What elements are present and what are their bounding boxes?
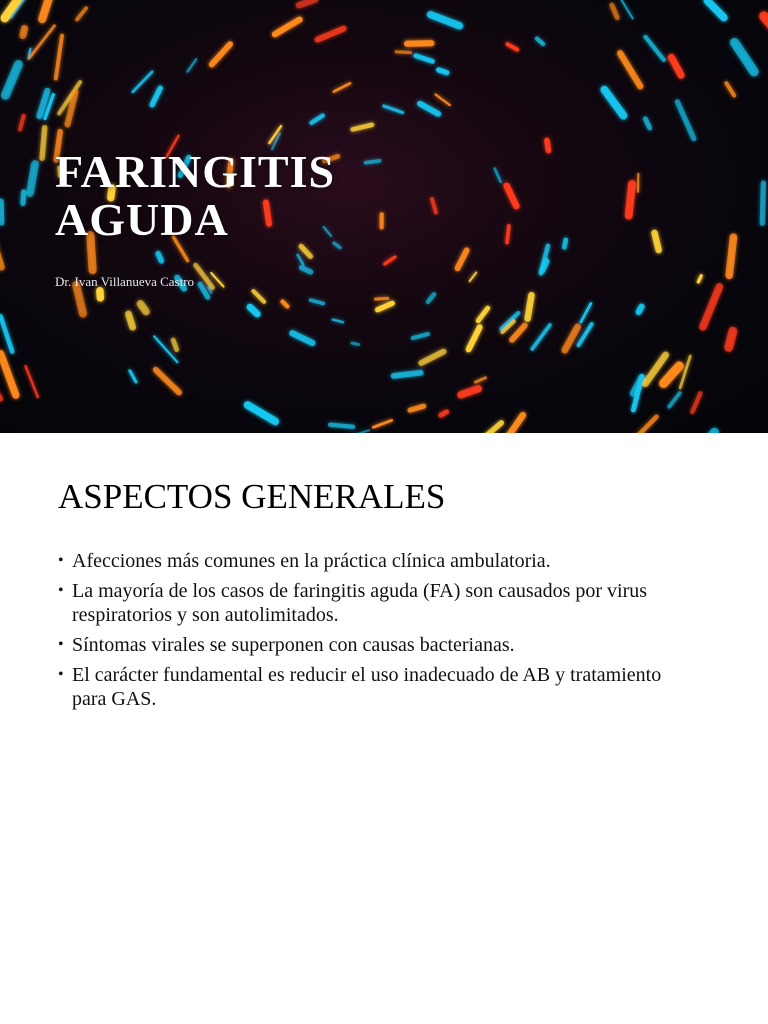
light-streak (298, 255, 304, 265)
light-streak (413, 334, 428, 338)
light-streak (212, 44, 230, 64)
light-streak (56, 36, 62, 79)
light-streak (475, 378, 485, 382)
light-streak (275, 20, 300, 35)
light-streak (352, 343, 359, 345)
light-streak (620, 53, 640, 86)
author-name: Dr. Ivan Villanueva Castro (55, 274, 195, 289)
light-streak (158, 254, 161, 261)
light-streak (173, 340, 177, 350)
light-streak (671, 57, 681, 75)
light-streak (495, 169, 501, 182)
light-streak (20, 116, 24, 129)
bullet-text: Síntomas virales se superponen con causas bacterianas. (72, 634, 515, 656)
light-streak (669, 393, 680, 407)
light-streak (629, 184, 632, 216)
light-streak (312, 116, 323, 123)
light-streak (547, 140, 549, 150)
light-streak (30, 164, 35, 193)
light-streak (639, 307, 642, 313)
light-streak (1, 354, 16, 396)
light-streak (420, 104, 438, 114)
title-slide (0, 0, 768, 433)
light-streak (140, 304, 146, 312)
light-streak (200, 284, 208, 297)
light-streak (292, 333, 312, 343)
light-streak (42, 128, 45, 159)
light-streak (373, 420, 391, 427)
light-streak (537, 39, 543, 45)
light-streak (416, 56, 433, 62)
light-streak (677, 102, 693, 139)
light-streak (0, 233, 1, 267)
light-streak (478, 308, 488, 321)
light-streak (129, 314, 133, 327)
light-streak (634, 417, 657, 433)
light-streak (130, 371, 136, 382)
light-streak (5, 0, 34, 18)
title-line-1: FARINGITIS (55, 146, 336, 197)
light-streak (707, 1, 724, 18)
light-streak (333, 320, 343, 323)
bullet-item (58, 549, 698, 573)
light-streak (1, 316, 13, 351)
bullet-icon: • (58, 666, 64, 683)
light-streak (692, 393, 700, 412)
light-streak (318, 29, 344, 40)
light-streak (506, 415, 523, 433)
light-streak (726, 83, 734, 96)
light-streak (283, 302, 288, 307)
light-streak (428, 294, 434, 302)
content-slide (0, 433, 768, 1024)
light-streak (565, 327, 578, 350)
light-streak (23, 28, 25, 35)
bullet-item (58, 633, 698, 657)
light-streak (612, 5, 617, 18)
light-streak (5, 65, 18, 96)
light-streak (664, 366, 680, 383)
bullet-item (58, 579, 698, 627)
light-streak (508, 44, 518, 50)
light-streak (436, 95, 450, 106)
light-streak (378, 303, 393, 310)
light-streak (441, 412, 447, 415)
light-streak (622, 0, 633, 18)
light-streak (439, 70, 447, 73)
bullet-text: La mayoría de los casos de faringitis aguda (FA) son causados por virus respiratorios y son autolimitados. (72, 580, 648, 626)
bullet-item (58, 663, 698, 711)
light-streak (311, 300, 324, 303)
light-streak (480, 423, 502, 433)
light-streak (458, 250, 467, 268)
bullet-text: El carácter fundamental es reducir el uso inadecuado de AB y tratamiento para GAS. (72, 664, 662, 710)
light-streak (330, 425, 353, 427)
bullet-icon: • (58, 552, 64, 569)
light-streak (152, 88, 160, 105)
light-streak (42, 0, 52, 19)
light-streak (301, 246, 310, 256)
section-heading: ASPECTOS GENERALES (58, 477, 446, 516)
light-streak (532, 325, 550, 349)
light-streak (376, 298, 388, 299)
bullet-text: Afecciones más comunes en la práctica clínica ambulatoria. (72, 550, 551, 572)
light-streak (680, 356, 690, 388)
light-streak (507, 186, 517, 206)
light-streak (470, 273, 477, 282)
light-streak (250, 307, 257, 314)
light-streak (187, 59, 196, 71)
light-streak (645, 119, 649, 128)
light-streak (299, 0, 316, 5)
light-streak (735, 43, 754, 72)
title-line-2: AGUDA (55, 194, 229, 245)
light-streak (512, 326, 525, 340)
light-streak (396, 52, 410, 53)
light-streak (507, 226, 509, 243)
light-streak (703, 287, 720, 327)
light-streak (528, 295, 532, 318)
light-streak (604, 90, 623, 116)
light-streak (133, 72, 152, 92)
light-streak (26, 366, 38, 397)
light-streak (421, 352, 443, 363)
light-streak (581, 303, 591, 322)
light-streak (461, 389, 478, 395)
light-streak (564, 240, 566, 248)
bullet-icon: • (58, 582, 64, 599)
bullet-icon: • (58, 636, 64, 653)
light-streak (431, 15, 460, 26)
light-streak (384, 106, 403, 113)
light-streak (394, 373, 421, 376)
light-streak (156, 370, 179, 393)
light-streak (762, 183, 763, 223)
light-streak (30, 26, 55, 58)
light-streak (469, 327, 480, 349)
light-streak (655, 233, 659, 250)
light-streak (729, 331, 733, 347)
light-streak (334, 83, 350, 91)
light-streak (248, 405, 276, 421)
light-streak (77, 8, 86, 20)
light-streak (253, 291, 264, 302)
light-streak (729, 237, 733, 275)
light-streak (353, 125, 372, 130)
light-streak (645, 37, 663, 60)
light-streak (301, 268, 310, 272)
presentation-title (55, 148, 475, 244)
light-streak (410, 406, 424, 410)
light-streak (407, 43, 431, 44)
light-streak (100, 291, 101, 298)
light-streak (385, 257, 395, 264)
light-streak (764, 16, 768, 32)
light-streak (698, 276, 701, 282)
bullet-list (58, 549, 698, 717)
light-streak (23, 192, 24, 203)
light-streak (1, 201, 2, 223)
